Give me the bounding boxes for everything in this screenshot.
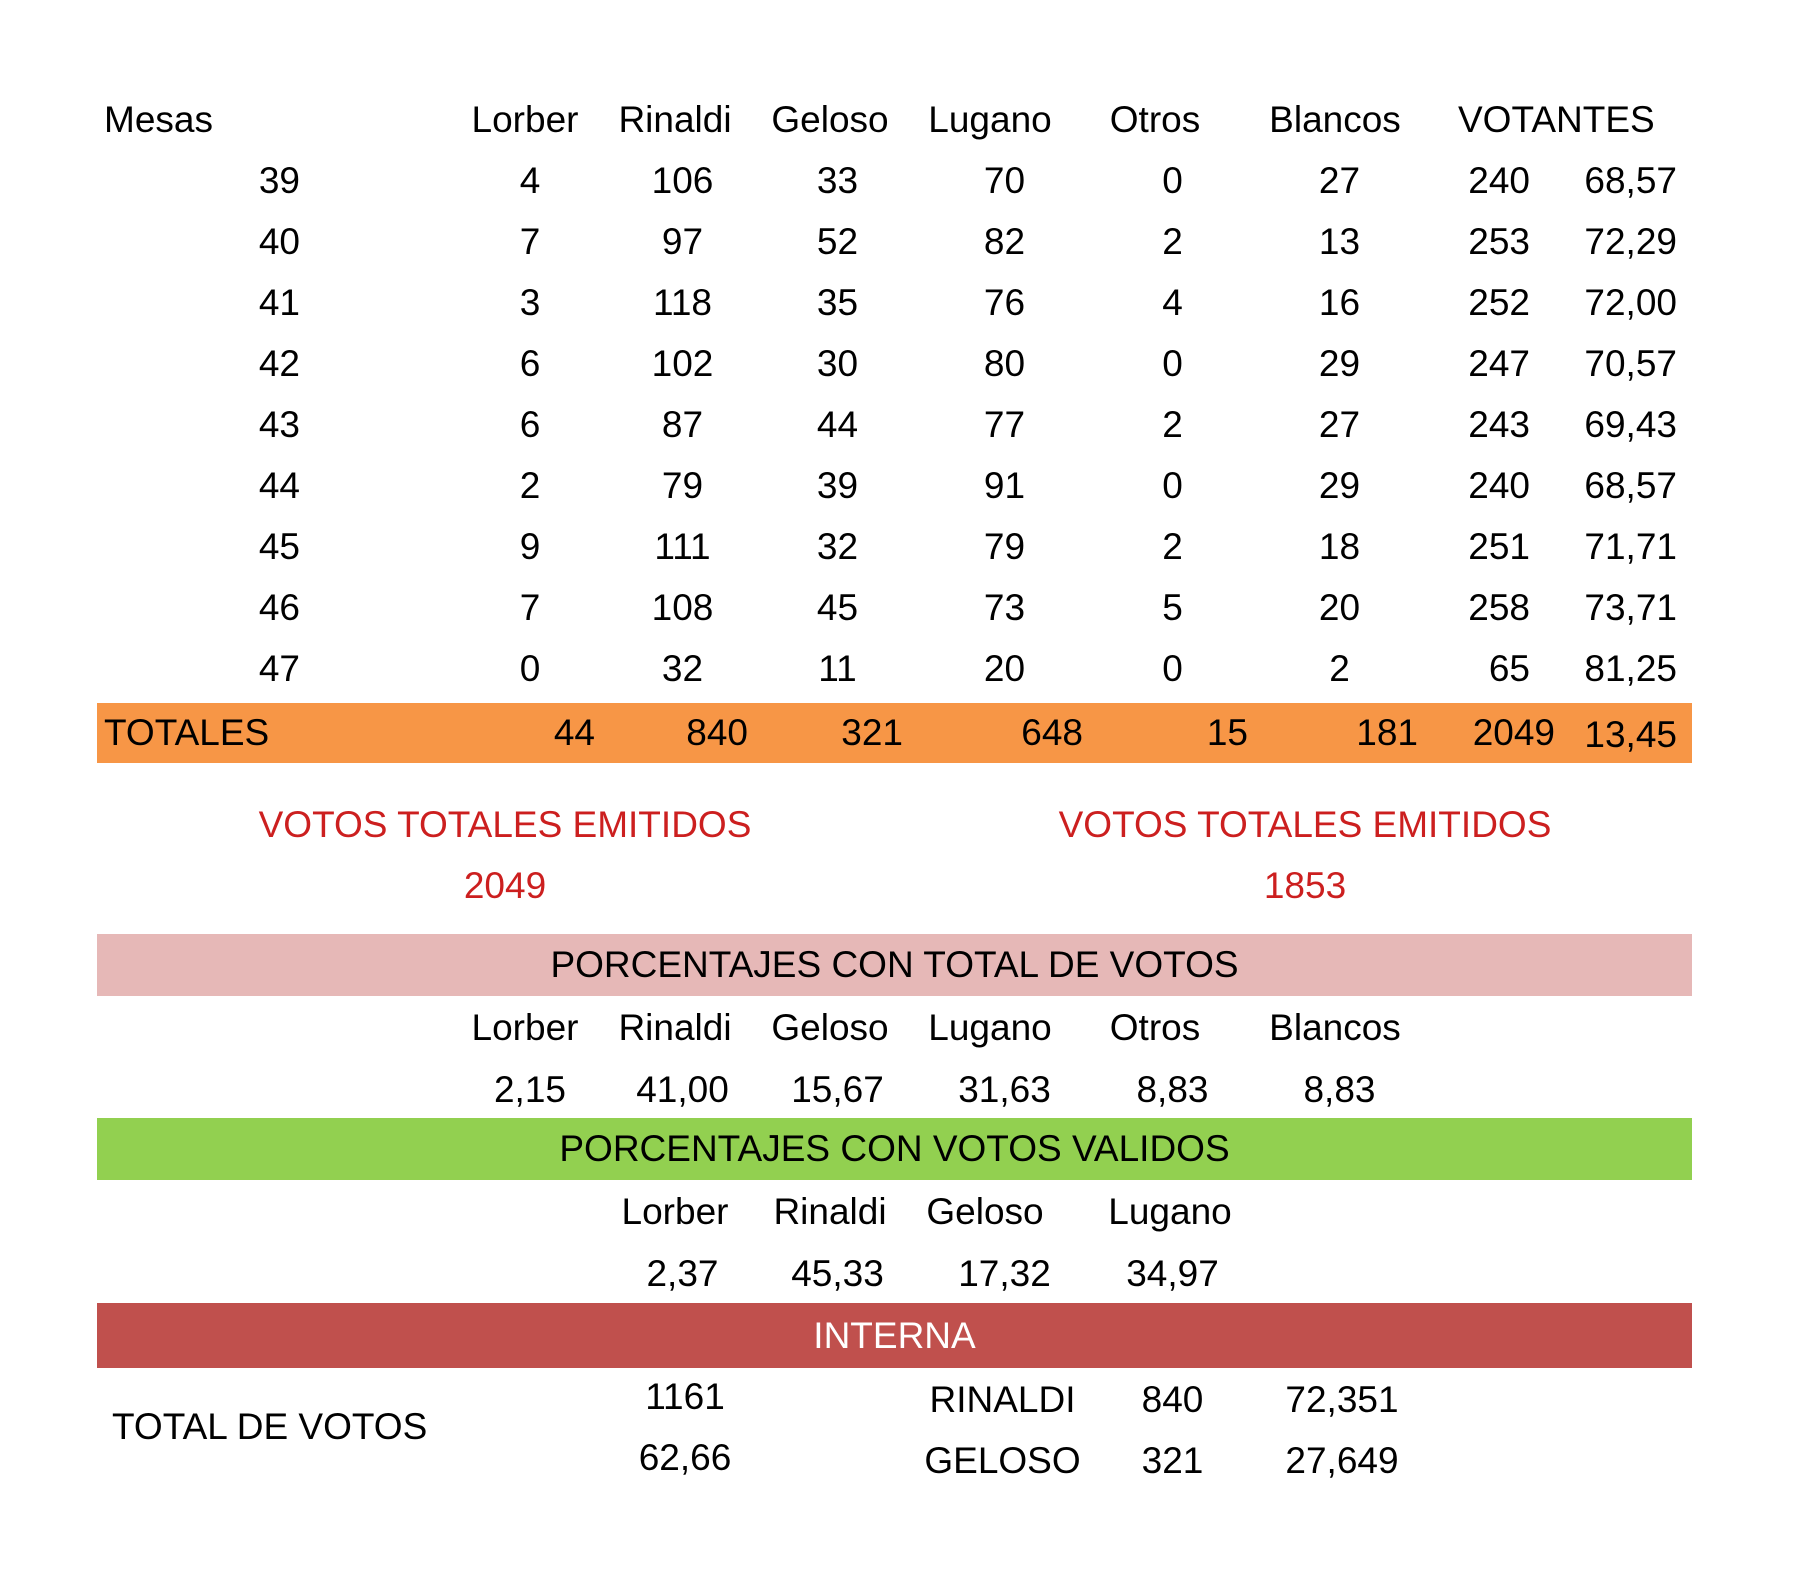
geloso-cell: 35 <box>816 282 859 323</box>
pct-total-header-blancos: Blancos <box>1269 1007 1401 1048</box>
mesa-cell: 39 <box>258 160 300 201</box>
lugano-cell: 79 <box>983 526 1026 567</box>
rinaldi-cell: 111 <box>654 526 711 567</box>
pct-total-value-lugano: 31,63 <box>958 1069 1051 1110</box>
pct-cell: 72,29 <box>1584 221 1677 262</box>
interna-rinaldi-pct: 72,351 <box>1285 1379 1399 1420</box>
pct-validos-value-lugano: 34,97 <box>1126 1253 1219 1294</box>
pct-cell: 73,71 <box>1584 587 1677 628</box>
interna-geloso-pct: 27,649 <box>1285 1440 1399 1481</box>
emitidos-label-left: VOTOS TOTALES EMITIDOS <box>258 804 752 845</box>
totales-lugano: 648 <box>1021 712 1083 753</box>
lugano-cell: 20 <box>983 648 1026 689</box>
pct-total-header-lorber: Lorber <box>471 1007 579 1048</box>
lorber-cell: 0 <box>519 648 541 689</box>
mesa-cell: 40 <box>258 221 300 262</box>
pct-cell: 68,57 <box>1584 160 1677 201</box>
header-votantes: VOTANTES <box>1458 99 1655 140</box>
pct-total-header-lugano: Lugano <box>928 1007 1052 1048</box>
lorber-cell: 6 <box>519 404 541 445</box>
rinaldi-cell: 118 <box>653 282 712 323</box>
mesa-cell: 42 <box>258 343 300 384</box>
totales-rinaldi: 840 <box>686 712 748 753</box>
mesa-cell: 43 <box>258 404 300 445</box>
pct-total-header-rinaldi: Rinaldi <box>618 1007 732 1048</box>
otros-cell: 0 <box>1162 648 1183 689</box>
blancos-cell: 29 <box>1318 465 1361 506</box>
pct-total-title: PORCENTAJES CON TOTAL DE VOTOS <box>550 944 1239 985</box>
pct-validos-value-geloso: 17,32 <box>958 1253 1051 1294</box>
header-mesas: Mesas <box>104 99 213 140</box>
mesa-cell: 41 <box>258 282 300 323</box>
interna-rinaldi-name: RINALDI <box>929 1379 1076 1420</box>
otros-cell: 0 <box>1162 343 1183 384</box>
interna-total-label: TOTAL DE VOTOS <box>112 1406 428 1447</box>
interna-geloso-votes: 321 <box>1141 1440 1204 1481</box>
lorber-cell: 2 <box>519 465 541 506</box>
lorber-cell: 7 <box>519 587 541 628</box>
header-otros: Otros <box>1109 99 1201 140</box>
totales-lorber: 44 <box>553 712 595 753</box>
blancos-cell: 27 <box>1318 160 1361 201</box>
emitidos-value-left: 2049 <box>463 865 547 906</box>
mesa-cell: 44 <box>258 465 300 506</box>
lorber-cell: 6 <box>519 343 541 384</box>
lugano-cell: 77 <box>983 404 1026 445</box>
blancos-cell: 16 <box>1318 282 1361 323</box>
votantes-cell: 65 <box>1488 648 1530 689</box>
interna-total-value: 1161 <box>645 1376 725 1417</box>
lugano-cell: 80 <box>983 343 1026 384</box>
emitidos-label-right: VOTOS TOTALES EMITIDOS <box>1058 804 1552 845</box>
otros-cell: 4 <box>1162 282 1183 323</box>
lugano-cell: 73 <box>983 587 1026 628</box>
rinaldi-cell: 108 <box>651 587 714 628</box>
otros-cell: 5 <box>1162 587 1183 628</box>
geloso-cell: 33 <box>816 160 859 201</box>
pct-validos-value-lorber: 2,37 <box>646 1253 719 1294</box>
rinaldi-cell: 87 <box>661 404 704 445</box>
pct-cell: 68,57 <box>1584 465 1677 506</box>
geloso-cell: 44 <box>816 404 859 445</box>
pct-total-header-otros: Otros <box>1109 1007 1201 1048</box>
rinaldi-cell: 97 <box>661 221 704 262</box>
votantes-cell: 251 <box>1468 526 1530 567</box>
totales-otros: 15 <box>1206 712 1248 753</box>
totales-geloso: 321 <box>841 712 903 753</box>
votantes-cell: 253 <box>1468 221 1530 262</box>
lorber-cell: 3 <box>519 282 541 323</box>
interna-title: INTERNA <box>813 1315 976 1356</box>
totales-pct: 13,45 <box>1584 714 1677 755</box>
header-lorber: Lorber <box>471 99 579 140</box>
votantes-cell: 252 <box>1468 282 1530 323</box>
mesa-cell: 47 <box>258 648 300 689</box>
rinaldi-cell: 79 <box>661 465 704 506</box>
pct-cell: 72,00 <box>1584 282 1677 323</box>
rinaldi-cell: 32 <box>661 648 704 689</box>
pct-total-header-geloso: Geloso <box>771 1007 889 1048</box>
pct-validos-header-geloso: Geloso <box>926 1191 1044 1232</box>
lugano-cell: 76 <box>983 282 1026 323</box>
pct-validos-value-rinaldi: 45,33 <box>791 1253 884 1294</box>
lugano-cell: 82 <box>983 221 1026 262</box>
mesa-cell: 45 <box>258 526 300 567</box>
blancos-cell: 13 <box>1318 221 1361 262</box>
interna-geloso-name: GELOSO <box>924 1440 1081 1481</box>
geloso-cell: 30 <box>816 343 859 384</box>
blancos-cell: 27 <box>1318 404 1361 445</box>
pct-total-value-blancos: 8,83 <box>1303 1069 1376 1110</box>
rinaldi-cell: 106 <box>651 160 714 201</box>
mesa-cell: 46 <box>258 587 300 628</box>
pct-total-value-geloso: 15,67 <box>791 1069 884 1110</box>
lorber-cell: 9 <box>519 526 541 567</box>
votantes-cell: 240 <box>1468 160 1530 201</box>
pct-total-value-otros: 8,83 <box>1136 1069 1209 1110</box>
otros-cell: 2 <box>1162 221 1183 262</box>
pct-cell: 71,71 <box>1584 526 1677 567</box>
totales-label: TOTALES <box>104 712 270 753</box>
pct-cell: 81,25 <box>1584 648 1677 689</box>
pct-validos-header-lorber: Lorber <box>621 1191 729 1232</box>
pct-total-value-lorber: 2,15 <box>493 1069 566 1110</box>
header-rinaldi: Rinaldi <box>618 99 732 140</box>
lugano-cell: 70 <box>983 160 1026 201</box>
blancos-cell: 29 <box>1318 343 1361 384</box>
pct-cell: 69,43 <box>1584 404 1677 445</box>
header-lugano: Lugano <box>928 99 1052 140</box>
header-blancos: Blancos <box>1269 99 1401 140</box>
geloso-cell: 39 <box>816 465 859 506</box>
otros-cell: 0 <box>1162 465 1183 506</box>
blancos-cell: 20 <box>1318 587 1361 628</box>
votantes-cell: 258 <box>1468 587 1530 628</box>
votantes-cell: 247 <box>1468 343 1530 384</box>
pct-validos-header-lugano: Lugano <box>1108 1191 1232 1232</box>
emitidos-value-right: 1853 <box>1263 865 1347 906</box>
geloso-cell: 32 <box>816 526 859 567</box>
rinaldi-cell: 102 <box>651 343 714 384</box>
lorber-cell: 7 <box>519 221 541 262</box>
blancos-cell: 2 <box>1329 648 1350 689</box>
otros-cell: 2 <box>1162 404 1183 445</box>
interna-rinaldi-votes: 840 <box>1141 1379 1204 1420</box>
otros-cell: 0 <box>1162 160 1183 201</box>
totales-votantes: 2049 <box>1472 712 1555 753</box>
geloso-cell: 45 <box>816 587 859 628</box>
pct-total-value-rinaldi: 41,00 <box>636 1069 729 1110</box>
lorber-cell: 4 <box>519 160 541 201</box>
header-geloso: Geloso <box>771 99 889 140</box>
pct-validos-title: PORCENTAJES CON VOTOS VALIDOS <box>559 1128 1230 1169</box>
lugano-cell: 91 <box>983 465 1026 506</box>
blancos-cell: 18 <box>1318 526 1361 567</box>
votantes-cell: 243 <box>1468 404 1530 445</box>
votantes-cell: 240 <box>1468 465 1530 506</box>
otros-cell: 2 <box>1162 526 1183 567</box>
totales-blancos: 181 <box>1356 712 1418 753</box>
geloso-cell: 11 <box>818 648 857 689</box>
geloso-cell: 52 <box>816 221 859 262</box>
pct-validos-header-rinaldi: Rinaldi <box>773 1191 887 1232</box>
pct-cell: 70,57 <box>1584 343 1677 384</box>
interna-total-pct: 62,66 <box>638 1437 732 1478</box>
